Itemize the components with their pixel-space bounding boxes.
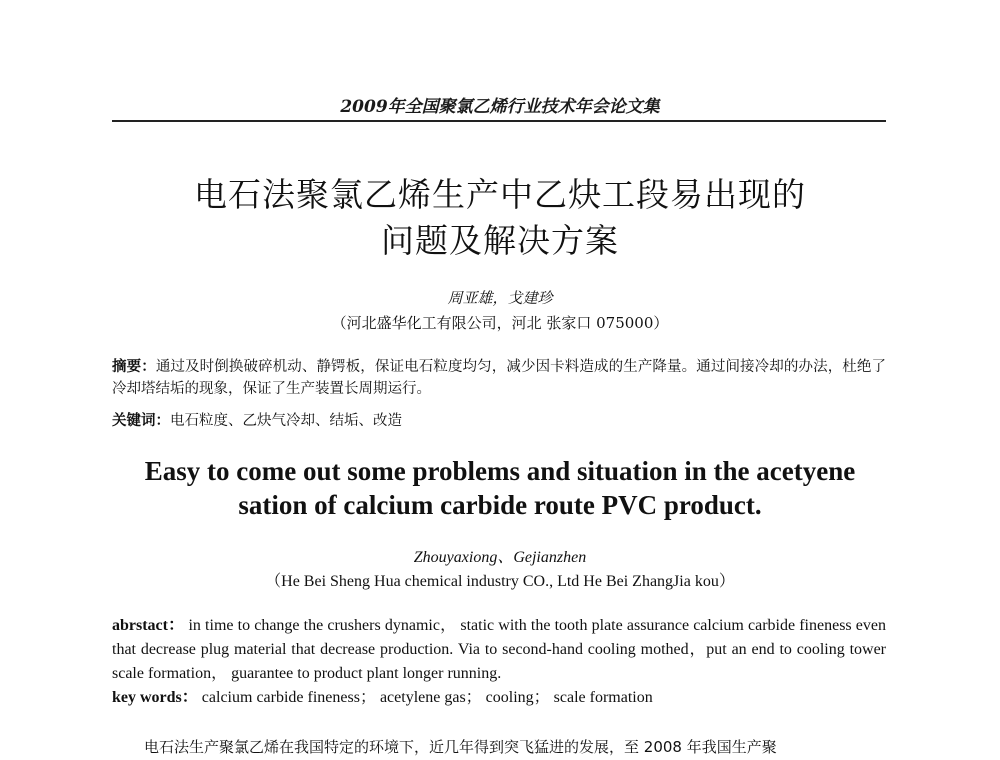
english-title-line-2: sation of calcium carbide route PVC product. <box>238 490 762 520</box>
chinese-abstract-label: 摘要： <box>112 359 156 375</box>
english-keywords-text: calcium carbide fineness； acetylene gas； cooling； scale formation <box>201 689 653 706</box>
english-abstract <box>112 614 886 686</box>
running-header: 2009年全国聚氯乙烯行业技术年会论文集 <box>340 97 660 117</box>
chinese-title-line-1: 电石法聚氯乙烯生产中乙炔工段易出现的 <box>194 175 806 214</box>
chinese-keywords-label: 关键词： <box>112 413 170 429</box>
chinese-keywords-text: 电石粒度、乙炔气冷却、结垢、改造 <box>170 413 402 429</box>
body-paragraph-first-line: 电石法生产聚氯乙烯在我国特定的环境下，近几年得到突飞猛进的发展，至 2008 年我国生产聚 <box>144 738 777 756</box>
chinese-title <box>0 172 1000 264</box>
english-affiliation: （He Bei Sheng Hua chemical industry CO., Ltd He Bei ZhangJia kou） <box>265 573 735 590</box>
chinese-authors: 周亚雄，戈建珍 <box>447 289 553 307</box>
english-title-line-1: Easy to come out some problems and situation in the acetyene <box>144 456 856 486</box>
chinese-abstract-text: 通过及时倒换破碎机动、静锷板，保证电石粒度均匀，减少因卡料造成的生产降量。通过间接冷却的办法，杜绝了冷却塔结垢的现象，保证了生产装置长周期运行。 <box>112 359 887 397</box>
chinese-abstract <box>112 356 886 400</box>
english-abstract-text: in time to change the crushers dynamic， static with the tooth plate assurance calcium carbide fineness even that decrease plug material that decrease production. Via to second-hand cooling mothed，put an end to cooling tower scale formation， guarantee to product plant longer running. <box>112 617 886 682</box>
header-rule <box>112 120 886 122</box>
english-abstract-label: abrstact： <box>112 617 185 634</box>
english-keywords-label: key words： <box>112 689 198 706</box>
chinese-affiliation: （河北盛华化工有限公司，河北 张家口 075000） <box>331 314 669 332</box>
english-keywords <box>112 686 886 710</box>
chinese-title-line-2: 问题及解决方案 <box>381 221 619 260</box>
english-title <box>0 454 1000 522</box>
chinese-keywords <box>112 410 886 432</box>
english-authors: Zhouyaxiong、Gejianzhen <box>413 549 587 566</box>
